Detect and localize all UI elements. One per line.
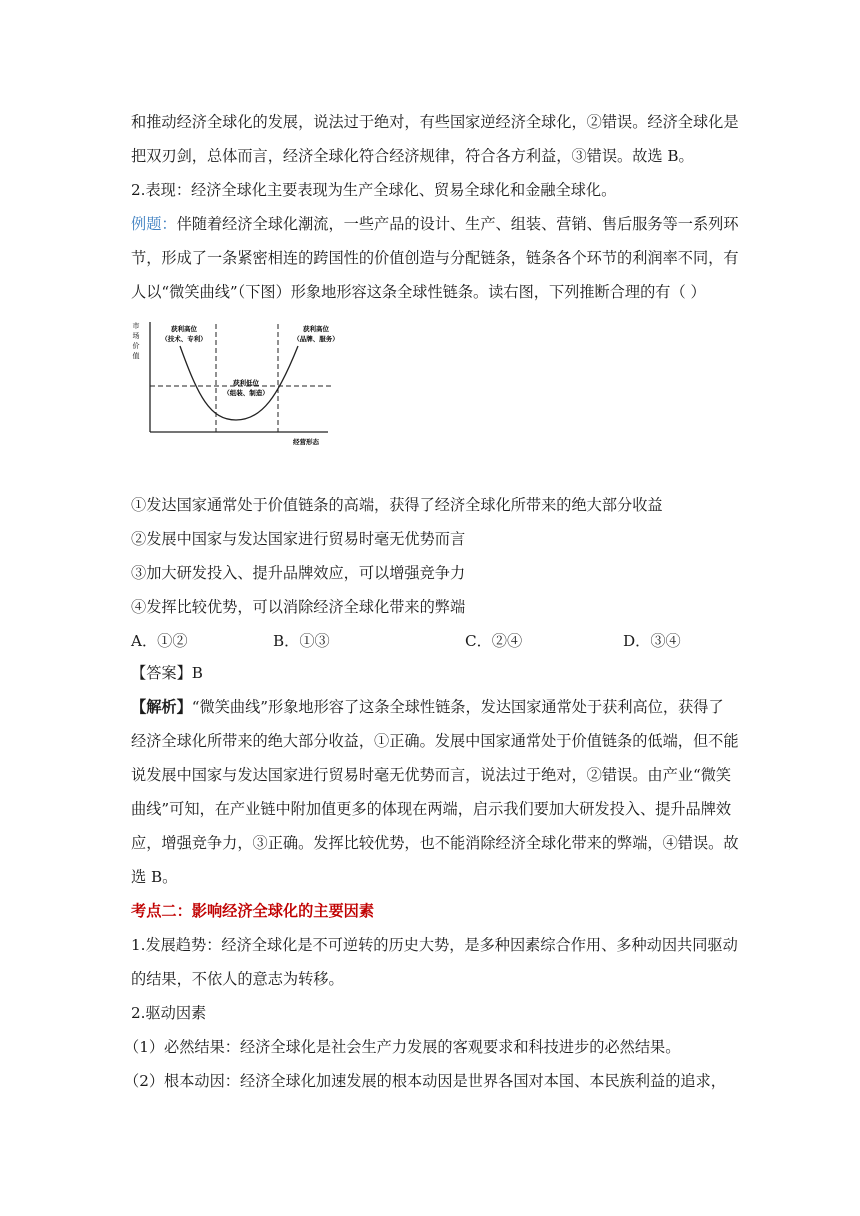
smile-curve-chart — [128, 316, 348, 450]
option-b: B．①③ — [273, 632, 330, 650]
y-axis-label-char: 价 — [132, 342, 140, 350]
driver-item: （1）必然结果：经济全球化是社会生产力发展的客观要求和科技进步的必然结果。 — [124, 1038, 681, 1056]
annotation-middle-sub: （组装、制造） — [223, 389, 269, 397]
annotation-right-title: 获利高位 — [303, 325, 329, 333]
answer: 【答案】B — [131, 664, 203, 682]
option-a: A．①② — [131, 632, 188, 650]
intro-line: 把双刃剑，总体而言，经济全球化符合经济规律，符合各方利益，③错误。故选 B。 — [131, 147, 694, 165]
section-title: 考点二：影响经济全球化的主要因素 — [131, 902, 374, 920]
y-axis-label-char: 市 — [132, 322, 140, 330]
annotation-left-sub: （技术、专利） — [161, 335, 207, 343]
annotation-middle-title: 获利低位 — [233, 379, 259, 387]
statement-item: ④发挥比较优势，可以消除经济全球化带来的弊端 — [131, 598, 466, 616]
x-axis-label: 经营形态 — [293, 438, 319, 446]
point-performance: 2.表现：经济全球化主要表现为生产全球化、贸易全球化和金融全球化。 — [131, 181, 617, 199]
intro-line: 和推动经济全球化的发展，说法过于绝对，有些国家逆经济全球化，②错误。经济全球化是 — [131, 113, 739, 131]
drivers-title: 2.驱动因素 — [131, 1004, 207, 1022]
drivers-list — [124, 1030, 734, 1098]
option-c: C．②④ — [465, 632, 523, 650]
example-question: 例题：伴随着经济全球化潮流，一些产品的设计、生产、组装、营销、售后服务等一系列环 节，形成了一条紧密相连的跨国性的价值创造与分配链条，链条各个环节的利润率不同，有 人以“微笑曲线”（下图）形象地形容这条全球性链条。读右图，下列推断合理的有（ ） — [131, 215, 739, 301]
analysis-label: 【解析】 — [131, 698, 192, 716]
statement-list — [131, 488, 731, 624]
annotation-right-sub: （品牌、服务） — [293, 335, 339, 343]
y-axis-label-char: 值 — [132, 352, 140, 360]
driver-item: （2）根本动因：经济全球化加速发展的根本动因是世界各国对本国、本民族利益的追求， — [124, 1072, 726, 1090]
statement-item: ②发展中国家与发达国家进行贸易时毫无优势而言 — [131, 530, 466, 548]
statement-item: ③加大研发投入、提升品牌效应，可以增强竞争力 — [131, 564, 466, 582]
analysis-paragraph: 【解析】“微笑曲线”形象地形容了这条全球性链条，发达国家通常处于获利高位，获得了 经济全球化所带来的绝大部分收益，①正确。发展中国家通常处于价值链条的低端，但不能 说发展中国家与发达国家进行贸易时毫无优势而言，说法过于绝对，②错误。由产业“微笑 曲线”可知，在产业链中附加值更多的体现在两端，启示我们要加大研发投入、提升品牌效 应，增强竞争力，③正确。发挥比较优势，也不能消除经济全球化带来的弊端，④错误。故 选 B。 — [131, 698, 739, 886]
option-d: D．③④ — [623, 632, 681, 650]
annotation-left-title: 获利高位 — [171, 325, 197, 333]
trend-paragraph: 1.发展趋势：经济全球化是不可逆转的历史大势，是多种因素综合作用、多种动因共同驱动 的结果，不依人的意志为转移。 — [131, 936, 738, 988]
example-label: 例题： — [131, 215, 177, 233]
statement-item: ①发达国家通常处于价值链条的高端，获得了经济全球化所带来的绝大部分收益 — [131, 496, 663, 514]
intro-paragraph — [131, 105, 739, 173]
y-axis-label-char: 场 — [132, 332, 140, 340]
